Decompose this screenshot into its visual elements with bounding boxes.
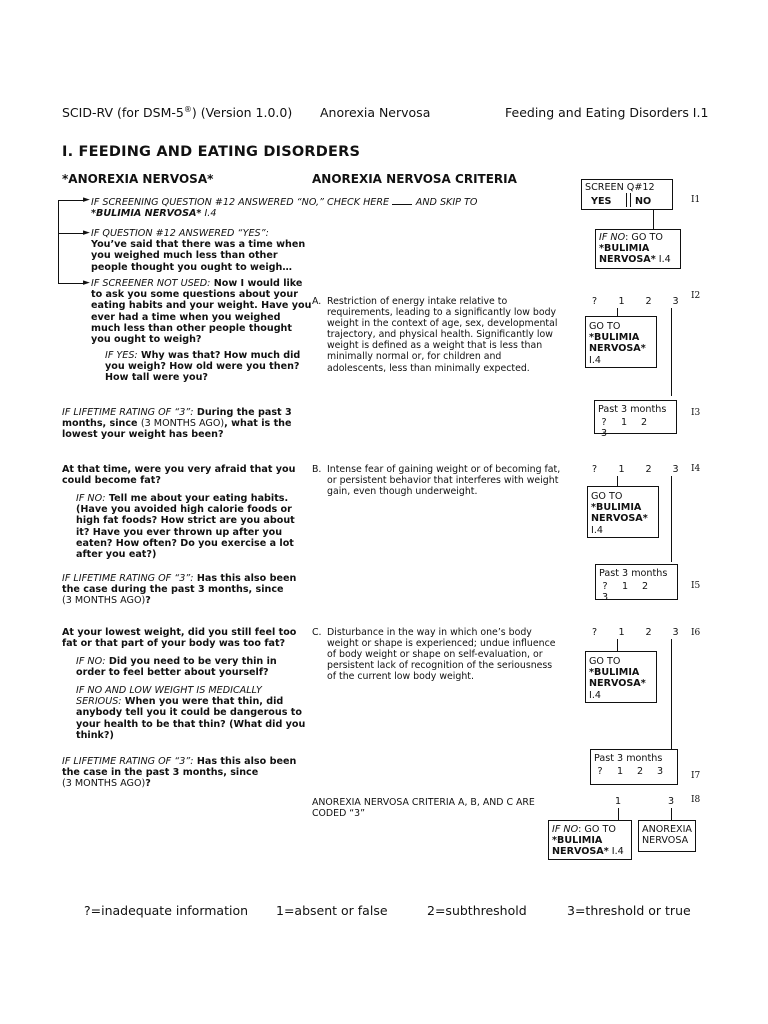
rating-scale-past-2[interactable]: ? 1 23	[601, 581, 649, 604]
connector-summary-3	[671, 808, 672, 820]
item-id-I7: I7	[691, 771, 701, 781]
left-heading: *ANOREXIA NERVOSA*	[62, 172, 214, 186]
question-lifetime-1: IF LIFETIME RATING OF “3”: During the past 3 months, since (3 MONTHS AGO), what is the lowest your weight has been?	[62, 407, 292, 441]
legend-absent: 1=absent or false	[276, 903, 388, 918]
summary-criteria: ANOREXIA NERVOSA CRITERIA A, B, AND C ARE CODED “3”	[312, 797, 535, 820]
connector-summary-1	[618, 808, 619, 820]
past-3-months-box-2: Past 3 months ? 1 23	[595, 564, 678, 600]
question-afraid-fat: At that time, were you very afraid that you could become fat?	[62, 464, 296, 487]
screen-yes-option[interactable]: YES	[591, 196, 612, 207]
item-id-I5: I5	[691, 581, 701, 591]
question-lowest-weight: At your lowest weight, did you still feel too fat or that part of your body was too fat?	[62, 627, 297, 650]
item-id-I1: I1	[691, 195, 701, 205]
legend-inadequate: ?=inadequate information	[84, 903, 249, 918]
arrow-head-1: ►	[83, 195, 90, 205]
item-id-I6: I6	[691, 628, 701, 638]
question-screener-not-used: IF SCREENER NOT USED: Now I would like to ask you some questions about your eating habits and your weight. Have you ever had a time when you weighed much less than other people thought you ought to weigh?	[91, 278, 312, 346]
goto-bulimia-box-b: GO TO *BULIMIA NERVOSA* I.4	[587, 486, 659, 538]
rating-scale-a[interactable]: ? 1 2 3	[591, 296, 679, 307]
header-section-page: Feeding and Eating Disorders I.1	[505, 105, 709, 120]
rating-scale-c[interactable]: ? 1 2 3	[591, 627, 679, 638]
connector-b-1	[617, 476, 618, 486]
flow-arrow-2	[58, 233, 84, 234]
criterion-b: B. Intense fear of gaining weight or of becoming fat, or persistent behavior that interferes with weight gain, even though underweight.	[312, 464, 561, 498]
goto-bulimia-box-a: GO TO *BULIMIA NERVOSA* I.4	[585, 316, 657, 368]
legend-threshold: 3=threshold or true	[567, 903, 691, 918]
screen-q12-box	[581, 179, 673, 210]
item-id-I3: I3	[691, 408, 701, 418]
divider	[626, 193, 627, 207]
criteria-heading: ANOREXIA NERVOSA CRITERIA	[312, 172, 517, 186]
ifno-goto-bulimia-box: IF NO: GO TO *BULIMIA NERVOSA* I.4	[595, 229, 681, 269]
rating-scale-past-3[interactable]: ? 1 2 3	[597, 766, 664, 778]
item-id-I4: I4	[691, 464, 701, 474]
summary-ifno-box: IF NO: GO TO *BULIMIA NERVOSA* I.4	[548, 820, 632, 860]
legend-subthreshold: 2=subthreshold	[427, 903, 527, 918]
question-lifetime-3: IF LIFETIME RATING OF “3”: Has this also been the case in the past 3 months, since (3 MONTHS AGO)?	[62, 756, 297, 790]
question-medically-serious: IF NO AND LOW WEIGHT IS MEDICALLY SERIOUS: When you were that thin, did anybody tell you it could be dangerous to your health to be that thin? (What did you think?)	[76, 685, 306, 741]
question-eating-habits: IF NO: Tell me about your eating habits. (Have you avoided high calorie foods or high fat foods? How strict are you about it? Have you ever thrown up after you eaten? How often? Do you exercise a lot after you eat?)	[76, 493, 295, 561]
summary-rating-3[interactable]: 3	[668, 796, 675, 807]
divider	[630, 193, 631, 207]
connector-c-3	[671, 639, 672, 749]
connector-b-3	[671, 476, 672, 562]
goto-bulimia-box-c: GO TO *BULIMIA NERVOSA* I.4	[585, 651, 657, 703]
header-form-title: SCID-RV (for DSM-5®) (Version 1.0.0)	[62, 105, 293, 121]
connector-a-1	[617, 308, 618, 316]
question-need-thin: IF NO: Did you need to be very thin in order to feel better about yourself?	[76, 656, 277, 679]
flow-bracket-vertical	[58, 200, 59, 284]
item-id-I8: I8	[691, 795, 701, 805]
item-id-I2: I2	[691, 291, 701, 301]
arrow-head-2: ►	[83, 228, 90, 238]
rating-scale-past-1[interactable]: ? 1 23	[600, 417, 648, 440]
criterion-a: A. Restriction of energy intake relative to requirements, leading to a significantly low body weight in the context of age, sex, developmental trajectory, and physical health. Significantly low weight is defined as a weight that is less than minimally normal or, for children and adolescents, less than minimally expected.	[312, 296, 558, 374]
connector-c-1	[617, 639, 618, 651]
past-3-months-box-3: Past 3 months ? 1 2 3	[590, 749, 678, 785]
header-module-name: Anorexia Nervosa	[320, 105, 431, 120]
question-lifetime-2: IF LIFETIME RATING OF “3”: Has this also been the case during the past 3 months, since (3 MONTHS AGO)?	[62, 573, 297, 607]
anorexia-result-box: ANOREXIA NERVOSA	[638, 820, 696, 852]
past-3-months-box-1: Past 3 months ? 1 23	[594, 400, 677, 434]
skip-checkbox-line[interactable]	[392, 195, 412, 205]
question-yes-followup: IF QUESTION #12 ANSWERED “YES”: You’ve said that there was a time when you weighed much less than other people thought you ought to weigh…	[91, 228, 306, 273]
criterion-c: C. Disturbance in the way in which one’s body weight or shape is experienced; undue influence of body weight or shape on self-evaluation, or persistent lack of recognition of the seriousness of the current low body weight.	[312, 627, 556, 683]
flow-arrow-1	[58, 200, 84, 201]
section-title: I. FEEDING AND EATING DISORDERS	[62, 144, 361, 160]
flow-arrow-3	[58, 283, 84, 284]
summary-rating-1[interactable]: 1	[615, 796, 622, 807]
arrow-head-3: ►	[83, 278, 90, 288]
question-if-yes-weight: IF YES: Why was that? How much did you weigh? How old were you then? How tall were you?	[105, 350, 301, 384]
connector-a-3	[671, 308, 672, 396]
screen-label: SCREEN Q#12	[585, 182, 655, 193]
rating-scale-b[interactable]: ? 1 2 3	[591, 464, 679, 475]
connector-no	[653, 210, 654, 229]
screen-skip-instruction: IF SCREENING QUESTION #12 ANSWERED “NO,” CHECK HERE AND SKIP TO *BULIMIA NERVOSA* I.4	[91, 197, 478, 220]
screen-no-option[interactable]: NO	[635, 196, 652, 207]
